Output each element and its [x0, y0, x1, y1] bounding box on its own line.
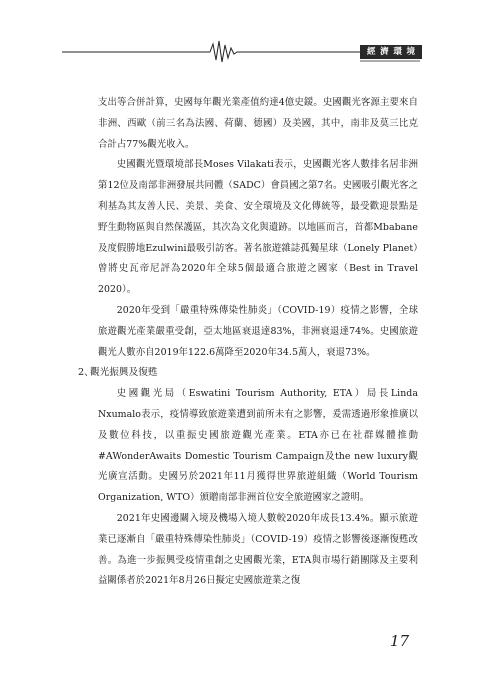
page-number: 17: [390, 632, 410, 650]
paragraph: 2021年史國邊關入境及機場入境人數較2020年成長13.4%。顯示旅遊業已逐漸自「嚴重特殊傳染性肺炎」（COVID-19）疫情之影響後逐漸復甦改善。為進一步振興受疫情重創之史國觀光業，ETA與市場行銷團隊及主要利益關係者於2021年8月26日擬定史國旅遊業之復: [98, 512, 418, 587]
badge-char: 境: [406, 47, 415, 57]
section-heading: [78, 363, 418, 384]
section-badge: [360, 45, 422, 59]
paragraph: 支出等合併計算，史國每年觀光業產值約達4億史鍰。史國觀光客源主要來自非洲、西歐（前三名為法國、荷蘭、德國）及美國，其中，南非及莫三比克合計占77%觀光收入。: [98, 97, 418, 150]
badge-char: 經: [367, 47, 376, 57]
badge-char: 環: [393, 47, 402, 57]
paragraph: 2020年受到「嚴重特殊傳染性肺炎」（COVID-19）疫情之影響，全球旅遊觀光產業嚴重受創，亞太地區衰退達83%，非洲衰退達74%。史國旅遊觀光人數亦自2019年122.6萬降至2020年34.5萬人，衰退73%。: [98, 304, 418, 358]
paragraph: 史國觀光暨環境部長Moses Vilakati表示，史國觀光客人數排名居非洲第12位及南部非洲發展共同體（SADC）會員國之第7名。史國吸引觀光客之利基為其友善人民、美景、美食、安全環境及文化傳統等，最受歡迎景點是野生動物區與自然保護區，其次為文化與遺跡。以地區而言，首都Mbabane及度假勝地Ezulwini最吸引訪客。著名旅遊雜誌孤獨星球（Lonely Planet）曾將史瓦帝尼評為2020年全球5個最適合旅遊之國家（Best in Travel 2020）。: [98, 159, 418, 296]
page-header: [62, 36, 420, 66]
section-title: 觀光振興及復甦: [90, 367, 158, 379]
section-number: 2、: [78, 367, 94, 379]
badge-char: 濟: [380, 47, 389, 57]
paragraph: 史國觀光局（Eswatini Tourism Authority, ETA）局長Linda Nxumalo表示，疫情導致旅遊業遭到前所未有之影響，爰需透過形象推廣以及數位科技，以重振史國旅遊觀光產業。ETA亦已在社群媒體推動#AWonderAwaits Domestic Tourism Campaign及the new luxury觀光廣宣活動。史國另於2021年11月獲得世界旅遊組織（World Tourism Organization, WTO）頒贈南部非洲首位安全旅遊國家之證明。: [98, 388, 418, 504]
body-text: [78, 93, 418, 592]
